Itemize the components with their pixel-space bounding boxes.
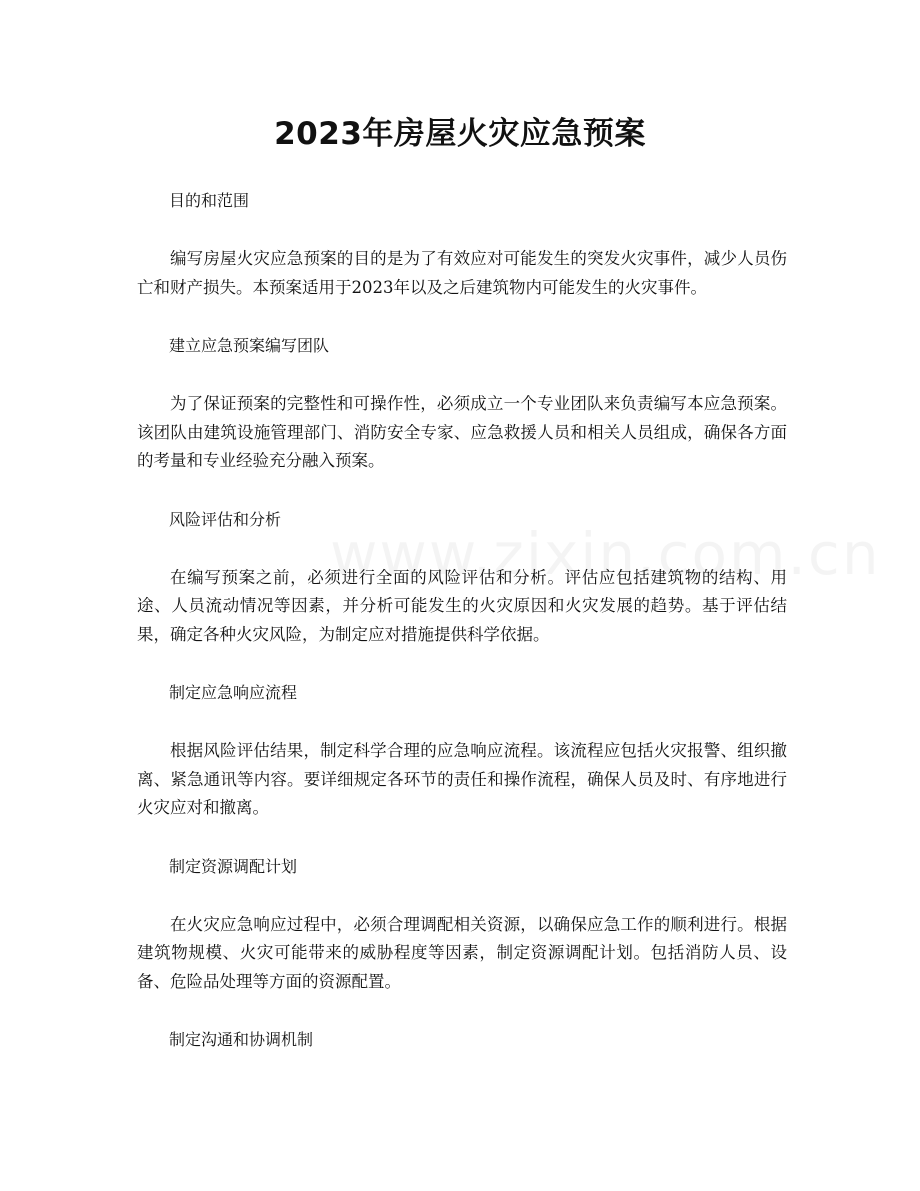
document-title: 2023年房屋火灾应急预案 [274,116,646,152]
section-paragraph: 在编写预案之前，必须进行全面的风险评估和分析。评估应包括建筑物的结构、用途、人员流动情况等因素，并分析可能发生的火灾原因和火灾发展的趋势。基于评估结果，确定各种火灾风险，为制定应对措施提供科学依据。 [137,567,787,644]
section-paragraph: 编写房屋火灾应急预案的目的是为了有效应对可能发生的突发火灾事件，减少人员伤亡和财产损失。本预案适用于2023年以及之后建筑物内可能发生的火灾事件。 [137,249,787,297]
section-heading: 制定沟通和协调机制 [169,1030,314,1049]
section-heading: 风险评估和分析 [169,509,282,529]
section-heading: 制定资源调配计划 [169,856,298,876]
document-body [137,187,787,1084]
section-paragraph: 根据风险评估结果，制定科学合理的应急响应流程。该流程应包括火灾报警、组织撤离、紧急通讯等内容。要详细规定各环节的责任和操作流程，确保人员及时、有序地进行火灾应对和撤离。 [137,741,787,817]
section-paragraph: 为了保证预案的完整性和可操作性，必须成立一个专业团队来负责编写本应急预案。该团队由建筑设施管理部门、消防安全专家、应急救援人员和相关人员组成，确保各方面的考量和专业经验充分融入预案。 [137,394,787,470]
section-heading: 目的和范围 [169,191,250,210]
section-paragraph: 在火灾应急响应过程中，必须合理调配相关资源，以确保应急工作的顺利进行。根据建筑物规模、火灾可能带来的威胁程度等因素，制定资源调配计划。包括消防人员、设备、危险品处理等方面的资源配置。 [137,914,787,991]
section-heading: 建立应急预案编写团队 [169,336,330,355]
section-heading: 制定应急响应流程 [169,683,298,702]
